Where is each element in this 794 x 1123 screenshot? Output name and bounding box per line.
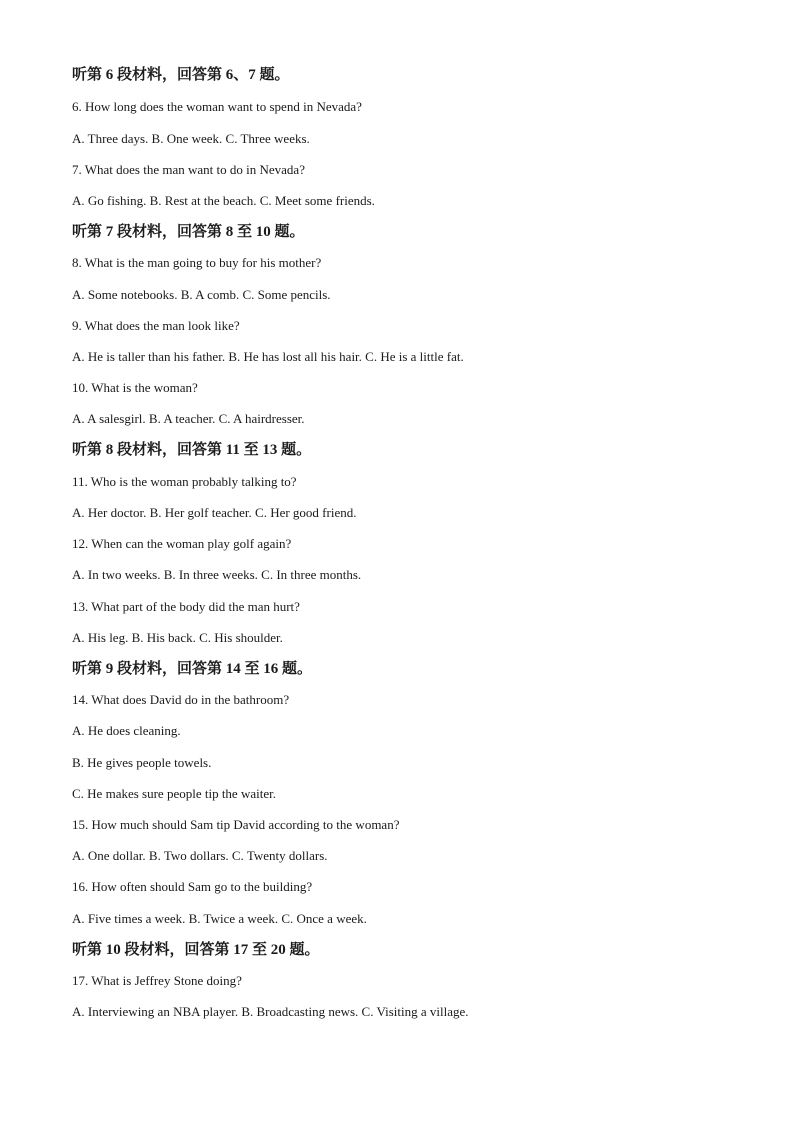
question-15: 15. How much should Sam tip David according to the woman? [72,817,400,832]
option-14-a: A. He does cleaning. [72,723,181,738]
options-17: A. Interviewing an NBA player. B. Broadcasting news. C. Visiting a village. [72,1004,469,1019]
question-13: 13. What part of the body did the man hurt? [72,599,300,614]
option-14-c: C. He makes sure people tip the waiter. [72,786,276,801]
options-10: A. A salesgirl. B. A teacher. C. A hairdresser. [72,411,305,426]
question-10: 10. What is the woman? [72,380,198,395]
options-8: A. Some notebooks. B. A comb. C. Some pencils. [72,287,331,302]
option-14-b: B. He gives people towels. [72,755,212,770]
section-heading-10: 听第 10 段材料，回答第 17 至 20 题。 [72,942,320,958]
question-16: 16. How often should Sam go to the building? [72,879,313,894]
options-16: A. Five times a week. B. Twice a week. C. Once a week. [72,911,367,926]
options-11: A. Her doctor. B. Her golf teacher. C. Her good friend. [72,505,357,520]
question-14: 14. What does David do in the bathroom? [72,692,290,707]
question-9: 9. What does the man look like? [72,318,240,333]
options-9: A. He is taller than his father. B. He has lost all his hair. C. He is a little fat. [72,349,464,364]
section-heading-9: 听第 9 段材料，回答第 14 至 16 题。 [72,661,313,677]
options-12: A. In two weeks. B. In three weeks. C. In three months. [72,567,362,582]
question-8: 8. What is the man going to buy for his mother? [72,255,322,270]
question-6: 6. How long does the woman want to spend in Nevada? [72,99,362,114]
section-heading-7: 听第 7 段材料，回答第 8 至 10 题。 [72,224,305,240]
question-12: 12. When can the woman play golf again? [72,536,292,551]
question-11: 11. Who is the woman probably talking to? [72,474,297,489]
options-6: A. Three days. B. One week. C. Three weeks. [72,131,310,146]
section-heading-8: 听第 8 段材料，回答第 11 至 13 题。 [72,442,312,458]
options-7: A. Go fishing. B. Rest at the beach. C. Meet some friends. [72,193,375,208]
section-heading-6: 听第 6 段材料，回答第 6、7 题。 [72,67,290,83]
question-17: 17. What is Jeffrey Stone doing? [72,973,242,988]
question-7: 7. What does the man want to do in Nevada? [72,162,305,177]
options-15: A. One dollar. B. Two dollars. C. Twenty dollars. [72,848,328,863]
options-13: A. His leg. B. His back. C. His shoulder. [72,630,283,645]
